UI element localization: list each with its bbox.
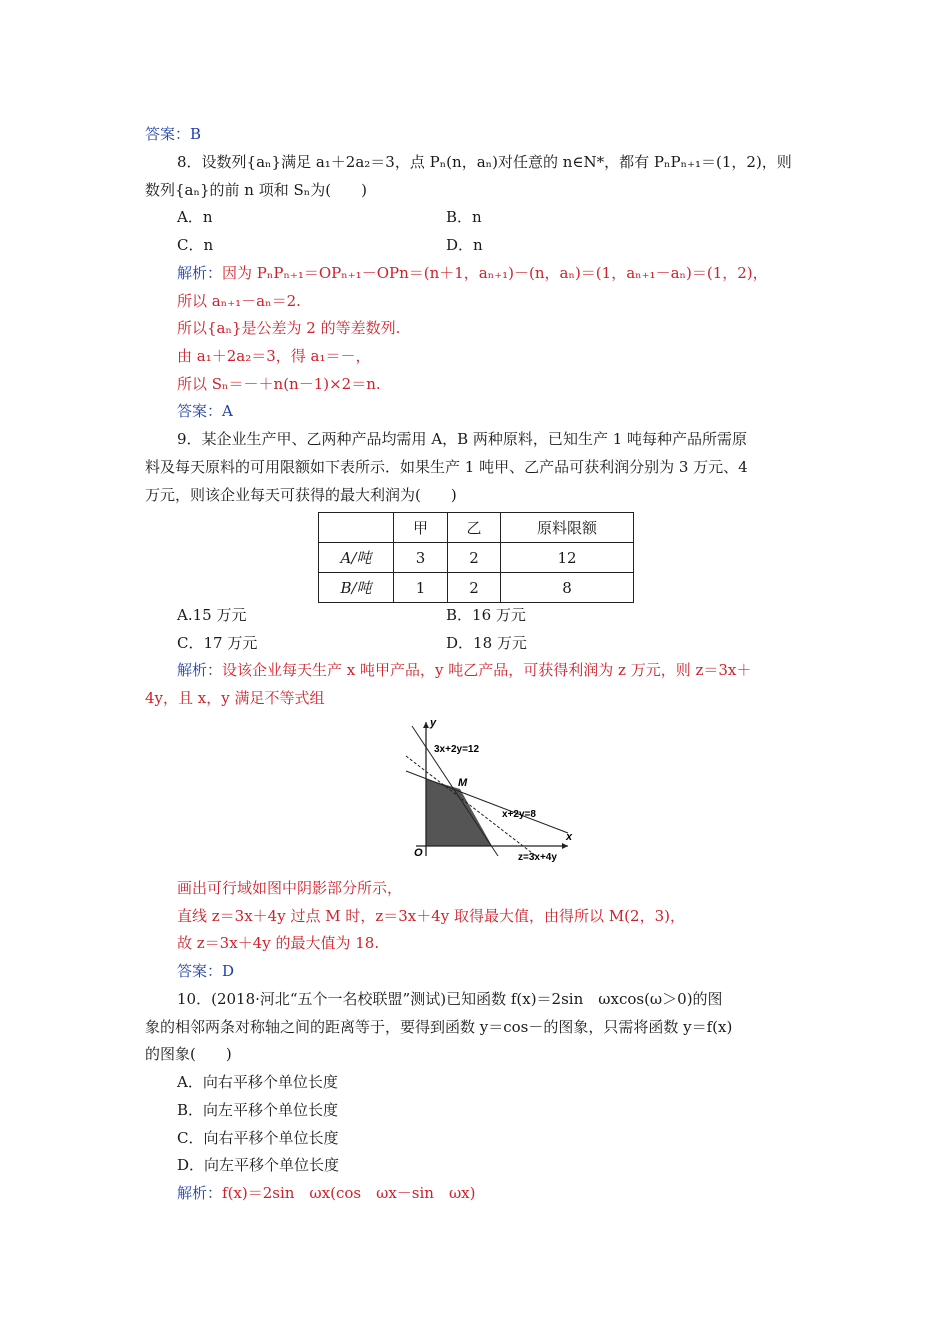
option-9b: B．16 万元 <box>446 606 526 624</box>
question-10-line-1: 10．(2018·河北“五个一名校联盟”测试)已知函数 f(x)＝2sin ωxcos(ω＞0)的图 <box>177 990 723 1008</box>
answer-8: 答案：A <box>177 402 233 420</box>
table-cell: 8 <box>501 573 634 603</box>
option-10d: D．向左平移个单位长度 <box>177 1156 340 1174</box>
table-header-row <box>319 513 634 543</box>
table-cell: 2 <box>448 543 501 573</box>
x-axis-arrow-icon <box>562 843 568 849</box>
solution-8-line-5: 所以 Sₙ＝－＋n(n－1)×2＝n. <box>177 375 381 393</box>
line1-label: 3x+2y=12 <box>434 744 480 755</box>
table-header-cell: 原料限额 <box>501 513 634 543</box>
table-cell: 3 <box>394 543 448 573</box>
table-header-cell: 甲 <box>394 513 448 543</box>
solution-8-line-3: 所以{aₙ}是公差为 2 的等差数列. <box>177 319 401 337</box>
table-cell: B/吨 <box>319 573 394 603</box>
solution-9-line-1 <box>177 660 751 680</box>
table-row <box>319 543 634 573</box>
point-m-label: M <box>458 777 468 789</box>
table-header-cell <box>319 513 394 543</box>
feasible-region-shade <box>426 779 492 846</box>
solution-10-text-1: f(x)＝2sin ωx(cos ωx－sin ωx) <box>222 1184 476 1202</box>
solution-8-line-1 <box>177 263 768 283</box>
solution-9-line-3: 画出可行域如图中阴影部分所示， <box>177 879 403 897</box>
solution-9-line-5: 故 z＝3x＋4y 的最大值为 18. <box>177 934 380 952</box>
option-8c: C．n <box>177 236 214 254</box>
solution-8-line-4: 由 a₁＋2a₂＝3，得 a₁＝－， <box>177 347 371 365</box>
table-cell: 1 <box>394 573 448 603</box>
option-9d: D．18 万元 <box>446 634 527 652</box>
solution-10-line-1 <box>177 1183 476 1203</box>
x-axis-label: x <box>566 831 573 843</box>
y-axis-label: y <box>430 717 437 729</box>
line3-label: z=3x+4y <box>518 852 557 863</box>
feasible-region-figure <box>404 716 580 866</box>
option-8b: B．n <box>446 208 482 226</box>
option-9a: A.15 万元 <box>177 606 247 624</box>
table-row <box>319 573 634 603</box>
question-9-line-1: 9．某企业生产甲、乙两种产品均需用 A，B 两种原料，已知生产 1 吨每种产品所需原 <box>177 430 748 448</box>
question-10-line-2: 象的相邻两条对称轴之间的距离等于，要得到函数 y＝cos－的图象，只需将函数 y＝f(x) <box>145 1018 733 1036</box>
answer-7: 答案：B <box>145 125 202 143</box>
solution-label: 解析： <box>177 661 223 679</box>
origin-label: O <box>414 847 423 859</box>
option-9c: C．17 万元 <box>177 634 258 652</box>
option-10a: A．向右平移个单位长度 <box>177 1073 338 1091</box>
question-8-line-1: 8．设数列{aₙ}满足 a₁＋2a₂＝3，点 Pₙ(n，aₙ)对任意的 n∈N*，都有 PₙPₙ₊₁＝(1，2)，则 <box>177 153 792 171</box>
table-cell: 2 <box>448 573 501 603</box>
table-cell: 12 <box>501 543 634 573</box>
table-header-cell: 乙 <box>448 513 501 543</box>
solution-9-line-4: 直线 z＝3x＋4y 过点 M 时，z＝3x＋4y 取得最大值，由得所以 M(2，3)， <box>177 907 685 925</box>
answer-9: 答案：D <box>177 962 235 980</box>
question-9-line-3: 万元，则该企业每天可获得的最大利润为( ) <box>145 486 457 504</box>
solution-8-line-2: 所以 aₙ₊₁－aₙ＝2. <box>177 292 301 310</box>
solution-label: 解析： <box>177 1184 223 1202</box>
question-10-line-3: 的图象( ) <box>145 1045 232 1063</box>
solution-8-text-1: 因为 PₙPₙ₊₁＝OPₙ₊₁－OPn＝(n＋1，aₙ₊₁)－(n，aₙ)＝(1，aₙ₊₁－aₙ)＝(1，2)， <box>222 264 768 282</box>
solution-9-line-2: 4y，且 x，y 满足不等式组 <box>145 689 325 707</box>
question-8-line-2: 数列{aₙ}的前 n 项和 Sₙ为( ) <box>145 181 367 199</box>
table-cell: A/吨 <box>319 543 394 573</box>
solution-9-text-1: 设该企业每天生产 x 吨甲产品，y 吨乙产品，可获得利润为 z 万元，则 z＝3x＋ <box>222 661 752 679</box>
material-table <box>318 512 634 603</box>
option-10b: B．向左平移个单位长度 <box>177 1101 339 1119</box>
option-10c: C．向右平移个单位长度 <box>177 1129 339 1147</box>
option-8a: A．n <box>177 208 213 226</box>
line2-label: x+2y=8 <box>502 809 536 820</box>
solution-label: 解析： <box>177 264 223 282</box>
option-8d: D．n <box>446 236 483 254</box>
question-9-line-2: 料及每天原料的可用限额如下表所示．如果生产 1 吨甲、乙产品可获利润分别为 3 万元、4 <box>145 458 748 476</box>
y-axis-arrow-icon <box>423 722 429 728</box>
